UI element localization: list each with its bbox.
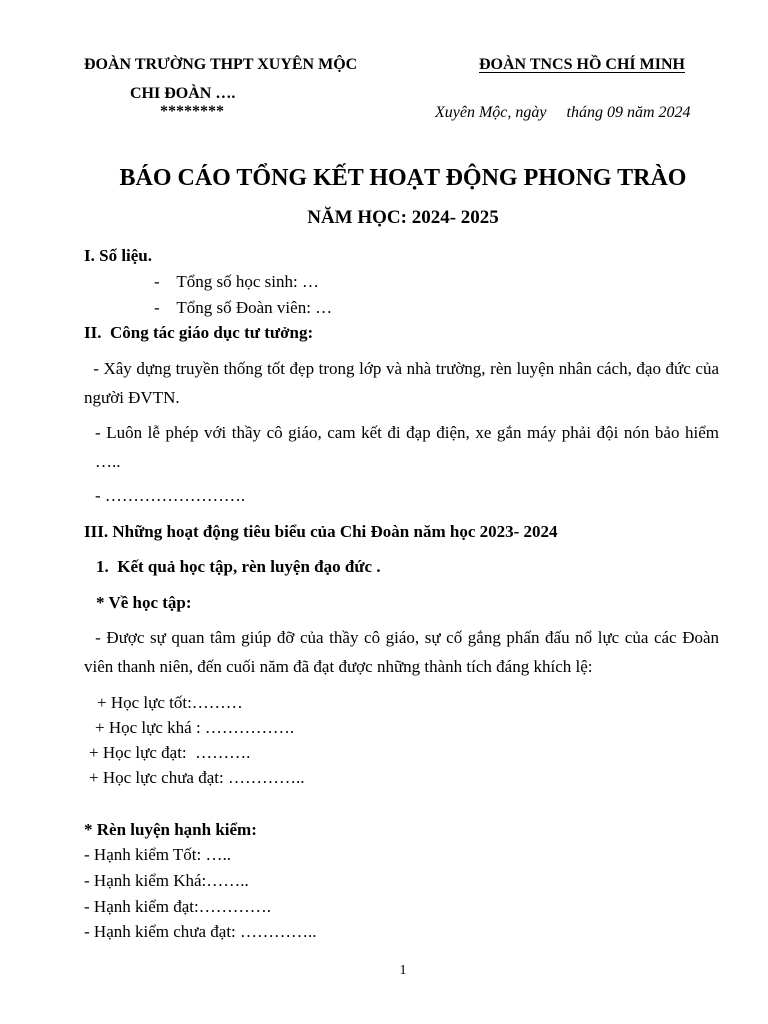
page-number: 1 [399, 963, 407, 978]
section-1-heading: I. Số liệu. [84, 246, 153, 265]
paragraph: - Được sự quan tâm giúp đỡ của thầy cô giáo, sự cố gắng phấn đấu nổ lực của các Đoàn viên thanh niên, đến cuối năm đã đạt được những thành tích đáng khích lệ: [84, 628, 724, 676]
subsection-1-heading: 1. Kết quả học tập, rèn luyện đạo đức . [96, 557, 381, 576]
list-item: - Hạnh kiểm Tốt: ….. [84, 845, 231, 864]
paragraph: - ……………………. [95, 486, 246, 505]
left-branch-name: CHI ĐOÀN …. [130, 85, 236, 102]
list-item: - Tổng số học sinh: … [154, 272, 319, 291]
paragraph: - Luôn lễ phép với thầy cô giáo, cam kết đi đạp điện, xe gắn máy phải đội nón bảo hiểm ….. [95, 423, 719, 471]
date-line: Xuyên Mộc, ngày tháng 09 năm 2024 [435, 104, 691, 121]
document-subtitle: NĂM HỌC: 2024- 2025 [307, 207, 499, 228]
header-stars: ******** [160, 103, 224, 120]
section-2-heading: II. Công tác giáo dục tư tưởng: [84, 323, 314, 342]
list-item: + Học lực đạt: ………. [89, 743, 251, 762]
section-3-heading: III. Những hoạt động tiêu biểu của Chi Đoàn năm học 2023- 2024 [84, 522, 558, 541]
list-item: - Hạnh kiểm Khá:…….. [84, 871, 249, 890]
list-item: - Tổng số Đoàn viên: … [154, 298, 333, 317]
list-item: - Hạnh kiểm đạt:…………. [84, 897, 271, 916]
list-item: + Học lực khá : ……………. [95, 718, 295, 737]
list-item: + Học lực tốt:……… [97, 693, 243, 712]
left-org-name: ĐOÀN TRƯỜNG THPT XUYÊN MỘC [84, 56, 358, 73]
conduct-heading: * Rèn luyện hạnh kiểm: [84, 820, 257, 839]
paragraph: - Xây dựng truyền thống tốt đẹp trong lớp và nhà trường, rèn luyện nhân cách, đạo đức của người ĐVTN. [84, 359, 728, 407]
list-item: + Học lực chưa đạt: ………….. [89, 768, 305, 787]
document-title: BÁO CÁO TỔNG KẾT HOẠT ĐỘNG PHONG TRÀO [119, 165, 687, 191]
study-heading: * Về học tập: [96, 593, 192, 612]
list-item: - Hạnh kiểm chưa đạt: ………….. [84, 922, 317, 941]
right-org-name: ĐOÀN TNCS HỒ CHÍ MINH [479, 56, 685, 73]
